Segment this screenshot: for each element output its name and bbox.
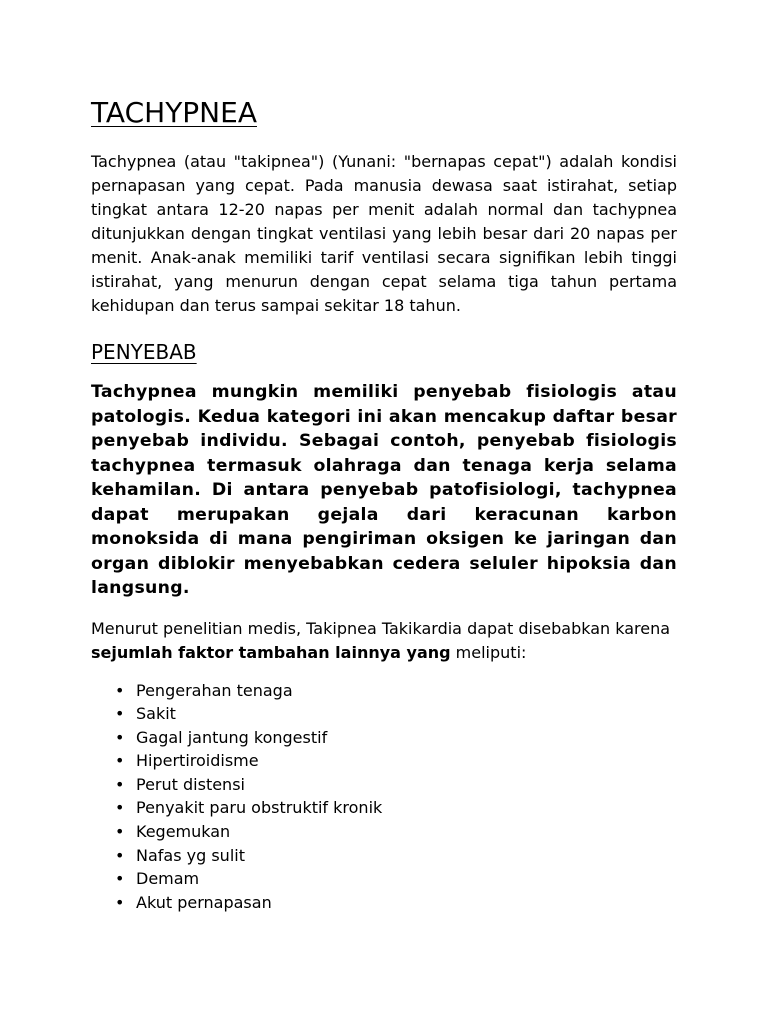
list-item-label: Penyakit paru obstruktif kronik [136, 798, 383, 818]
list-item [91, 867, 677, 891]
list-item-label: Perut distensi [136, 774, 245, 794]
list-item-label: Gagal jantung kongestif [136, 727, 328, 747]
list-item-label: Kegemukan [136, 822, 231, 842]
bullet-icon: • [115, 845, 125, 865]
bullet-icon: • [115, 892, 125, 912]
document-title: TACHYPNEA [91, 96, 257, 129]
followup-text-start: Menurut penelitian medis, Takipnea Takikardia dapat disebabkan karena [91, 618, 671, 638]
bullet-icon: • [115, 751, 125, 771]
causes-bold-paragraph: Tachypnea mungkin memiliki penyebab fisiologis atau patologis. Kedua kategori ini akan mencakup daftar besar penyebab individu. Sebagai contoh, penyebab fisiologis tachypnea termasuk olahraga dan tenaga kerja selama kehamilan. Di antara penyebab patofisiologi, tachypnea dapat merupakan gejala dari keracunan karbon monoksida di mana pengiriman oksigen ke jaringan dan organ diblokir menyebabkan cedera seluler hipoksia dan langsung. [91, 382, 677, 598]
list-item-label: Pengerahan tenaga [136, 680, 293, 700]
list-item-label: Demam [136, 869, 200, 889]
list-item-label: Akut pernapasan [136, 892, 272, 912]
followup-text-end: meliputi: [450, 642, 527, 662]
section-heading-penyebab: PENYEBAB [91, 340, 197, 364]
bullet-icon: • [115, 869, 125, 889]
bullet-icon: • [115, 798, 125, 818]
list-item [91, 796, 677, 820]
list-item-label: Hipertiroidisme [136, 751, 259, 771]
bullet-icon: • [115, 704, 125, 724]
document-page [91, 92, 677, 914]
followup-paragraph [91, 617, 677, 665]
bullet-icon: • [115, 727, 125, 747]
list-item [91, 773, 677, 797]
bullet-icon: • [115, 774, 125, 794]
list-item-label: Sakit [136, 704, 176, 724]
list-item [91, 726, 677, 750]
list-item-label: Nafas yg sulit [136, 845, 245, 865]
list-item [91, 820, 677, 844]
bullet-icon: • [115, 680, 125, 700]
list-item [91, 702, 677, 726]
list-item [91, 749, 677, 773]
list-item [91, 891, 677, 915]
list-item [91, 679, 677, 703]
list-item [91, 844, 677, 868]
bullet-icon: • [115, 822, 125, 842]
intro-paragraph: Tachypnea (atau "takipnea") (Yunani: "bernapas cepat") adalah kondisi pernapasan yang cepat. Pada manusia dewasa saat istirahat, setiap tingkat antara 12-20 napas per menit adalah normal dan tachypnea ditunjukkan dengan tingkat ventilasi yang lebih besar dari 20 napas per menit. Anak-anak memiliki tarif ventilasi secara signifikan lebih tinggi istirahat, yang menurun dengan cepat selama tiga tahun pertama kehidupan dan terus sampai sekitar 18 tahun. [91, 152, 677, 315]
causes-list [91, 679, 677, 915]
followup-text-bold: sejumlah faktor tambahan lainnya yang [91, 642, 451, 662]
